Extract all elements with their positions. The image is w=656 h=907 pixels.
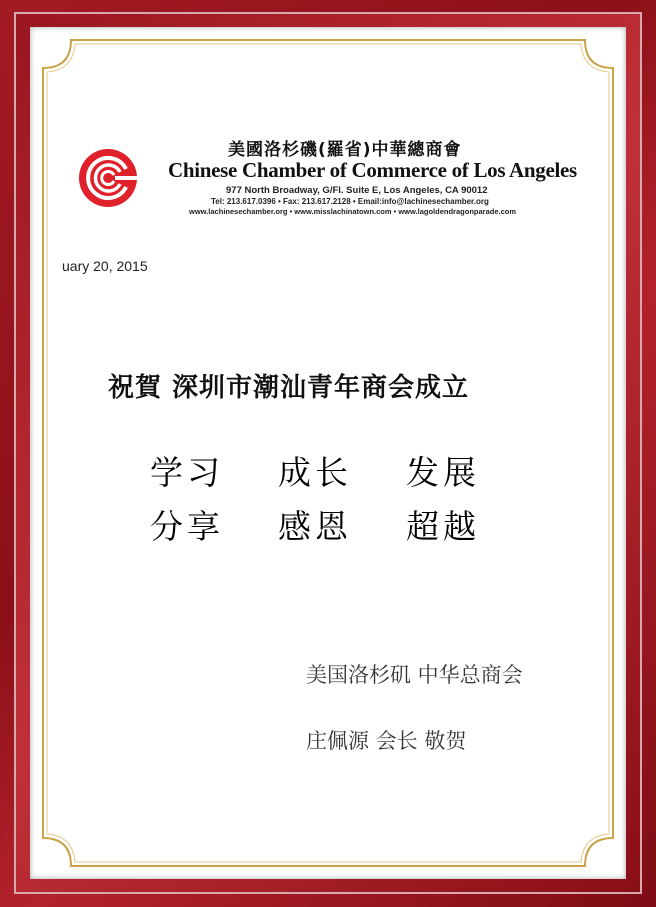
motto-word: 分享 xyxy=(150,507,224,546)
org-websites: www.lachinesechamber.org • www.misslachinatown.com • www.lagoldendragonparade.com xyxy=(189,207,516,216)
motto-row-2 xyxy=(150,501,534,548)
signature-person: 庄佩源 会长 敬贺 xyxy=(306,729,467,753)
org-name-chinese: 美國洛杉磯(羅省)中華總商會 xyxy=(228,140,462,160)
motto-word: 学习 xyxy=(150,453,224,492)
letter-date: uary 20, 2015 xyxy=(62,258,148,274)
motto-row-1 xyxy=(150,447,534,494)
congratulation-heading: 祝賀 深圳市潮汕青年商会成立 xyxy=(108,373,470,403)
motto-word: 超越 xyxy=(406,507,480,546)
org-address: 977 North Broadway, G/Fl. Suite E, Los Angeles, CA 90012 xyxy=(226,185,488,196)
motto-word: 成长 xyxy=(278,453,352,492)
chamber-logo-icon xyxy=(77,147,139,209)
signature-organization: 美国洛杉矶 中华总商会 xyxy=(306,663,523,687)
motto-word: 感恩 xyxy=(278,507,352,546)
org-contact: Tel: 213.617.0396 • Fax: 213.617.2128 • Email:info@lachinesechamber.org xyxy=(211,197,489,206)
org-name-english: Chinese Chamber of Commerce of Los Angeles xyxy=(168,158,577,182)
motto-word: 发展 xyxy=(406,453,480,492)
